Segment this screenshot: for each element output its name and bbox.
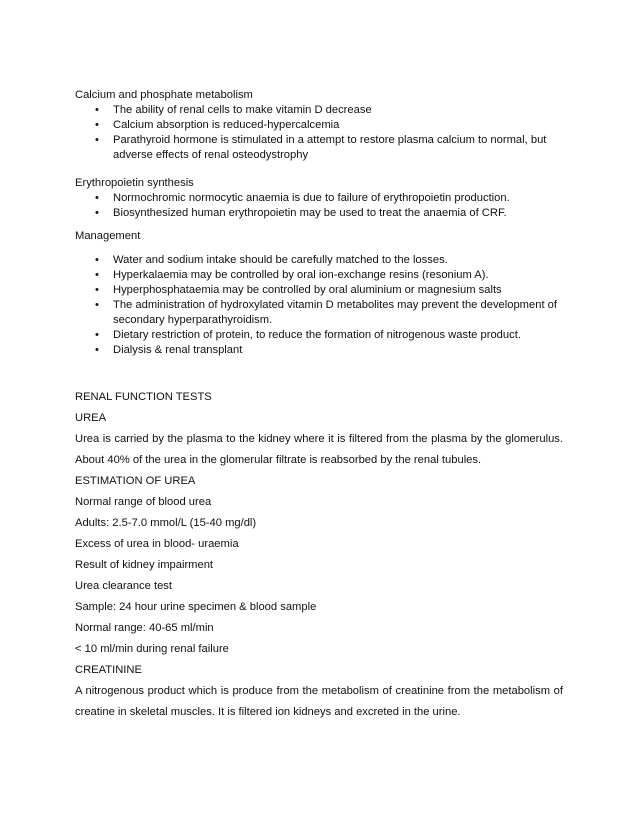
text-line: Excess of urea in blood- uraemia	[75, 538, 239, 550]
section-heading: Calcium and phosphate metabolism	[75, 89, 253, 101]
list-item	[75, 103, 565, 118]
bullet-icon: •	[95, 119, 99, 131]
bullet-icon: •	[95, 284, 99, 296]
list-item-text: Calcium absorption is reduced-hypercalcemia	[113, 119, 340, 131]
section-calcium-phosphate	[75, 88, 565, 163]
bullet-icon: •	[95, 329, 99, 341]
list-item-text: Hyperphosphataemia may be controlled by oral aluminium or magnesium salts	[113, 284, 502, 296]
bullet-list	[75, 103, 565, 163]
section-heading: Erythropoietin synthesis	[75, 177, 194, 189]
bullet-list	[75, 253, 565, 358]
bullet-icon: •	[95, 134, 99, 146]
bullet-list	[75, 191, 565, 221]
list-item	[75, 283, 565, 298]
list-item-text: Water and sodium intake should be carefully matched to the losses.	[113, 254, 448, 266]
list-item-text: Dietary restriction of protein, to reduce the formation of nitrogenous waste product.	[113, 329, 521, 341]
list-item	[75, 343, 565, 358]
bullet-icon: •	[95, 269, 99, 281]
creatinine-heading: CREATININE	[75, 664, 142, 676]
urea-heading: UREA	[75, 412, 107, 424]
list-item-text: The ability of renal cells to make vitamin D decrease	[113, 104, 372, 116]
estimation-heading: ESTIMATION OF UREA	[75, 475, 196, 487]
list-item	[75, 298, 565, 328]
text-line: Result of kidney impairment	[75, 559, 214, 571]
text-line: Adults: 2.5-7.0 mmol/L (15-40 mg/dl)	[75, 517, 257, 529]
text-line: Sample: 24 hour urine specimen & blood sample	[75, 601, 317, 613]
list-item-text: Parathyroid hormone is stimulated in a attempt to restore plasma calcium to normal, but adverse effects of renal osteodystrophy	[113, 134, 547, 161]
text-line: Urea clearance test	[75, 580, 173, 592]
list-item	[75, 253, 565, 268]
list-item-text: Normochromic normocytic anaemia is due to failure of erythropoietin production.	[113, 192, 510, 204]
list-item	[75, 133, 565, 163]
list-item-text: Dialysis & renal transplant	[113, 344, 243, 356]
creatinine-paragraph: A nitrogenous product which is produce from the metabolism of creatinine from the metabolism of creatine in skeletal muscles. It is filtered ion kidneys and excreted in the urine.	[75, 685, 563, 718]
list-item	[75, 206, 565, 221]
list-item-text: Hyperkalaemia may be controlled by oral ion-exchange resins (resonium A).	[113, 269, 489, 281]
bullet-icon: •	[95, 207, 99, 219]
list-item-text: Biosynthesized human erythropoietin may be used to treat the anaemia of CRF.	[113, 207, 507, 219]
list-item	[75, 268, 565, 283]
rft-title: RENAL FUNCTION TESTS	[75, 391, 212, 403]
bullet-icon: •	[95, 104, 99, 116]
list-item	[75, 191, 565, 206]
urea-paragraph: Urea is carried by the plasma to the kidney where it is filtered from the plasma by the glomerulus. About 40% of the urea in the glomerular filtrate is reabsorbed by the renal tubules.	[75, 433, 563, 466]
list-item-text: The administration of hydroxylated vitamin D metabolites may prevent the development of secondary hyperparathyroidism.	[113, 299, 557, 326]
text-line: Normal range: 40-65 ml/min	[75, 622, 214, 634]
list-item	[75, 118, 565, 133]
bullet-icon: •	[95, 299, 99, 311]
section-heading: Management	[75, 230, 141, 242]
bullet-icon: •	[95, 344, 99, 356]
bullet-icon: •	[95, 254, 99, 266]
section-erythropoietin	[75, 176, 565, 221]
list-item	[75, 328, 565, 343]
section-management	[75, 229, 565, 358]
text-line: < 10 ml/min during renal failure	[75, 643, 229, 655]
bullet-icon: •	[95, 192, 99, 204]
text-line: Normal range of blood urea	[75, 496, 212, 508]
